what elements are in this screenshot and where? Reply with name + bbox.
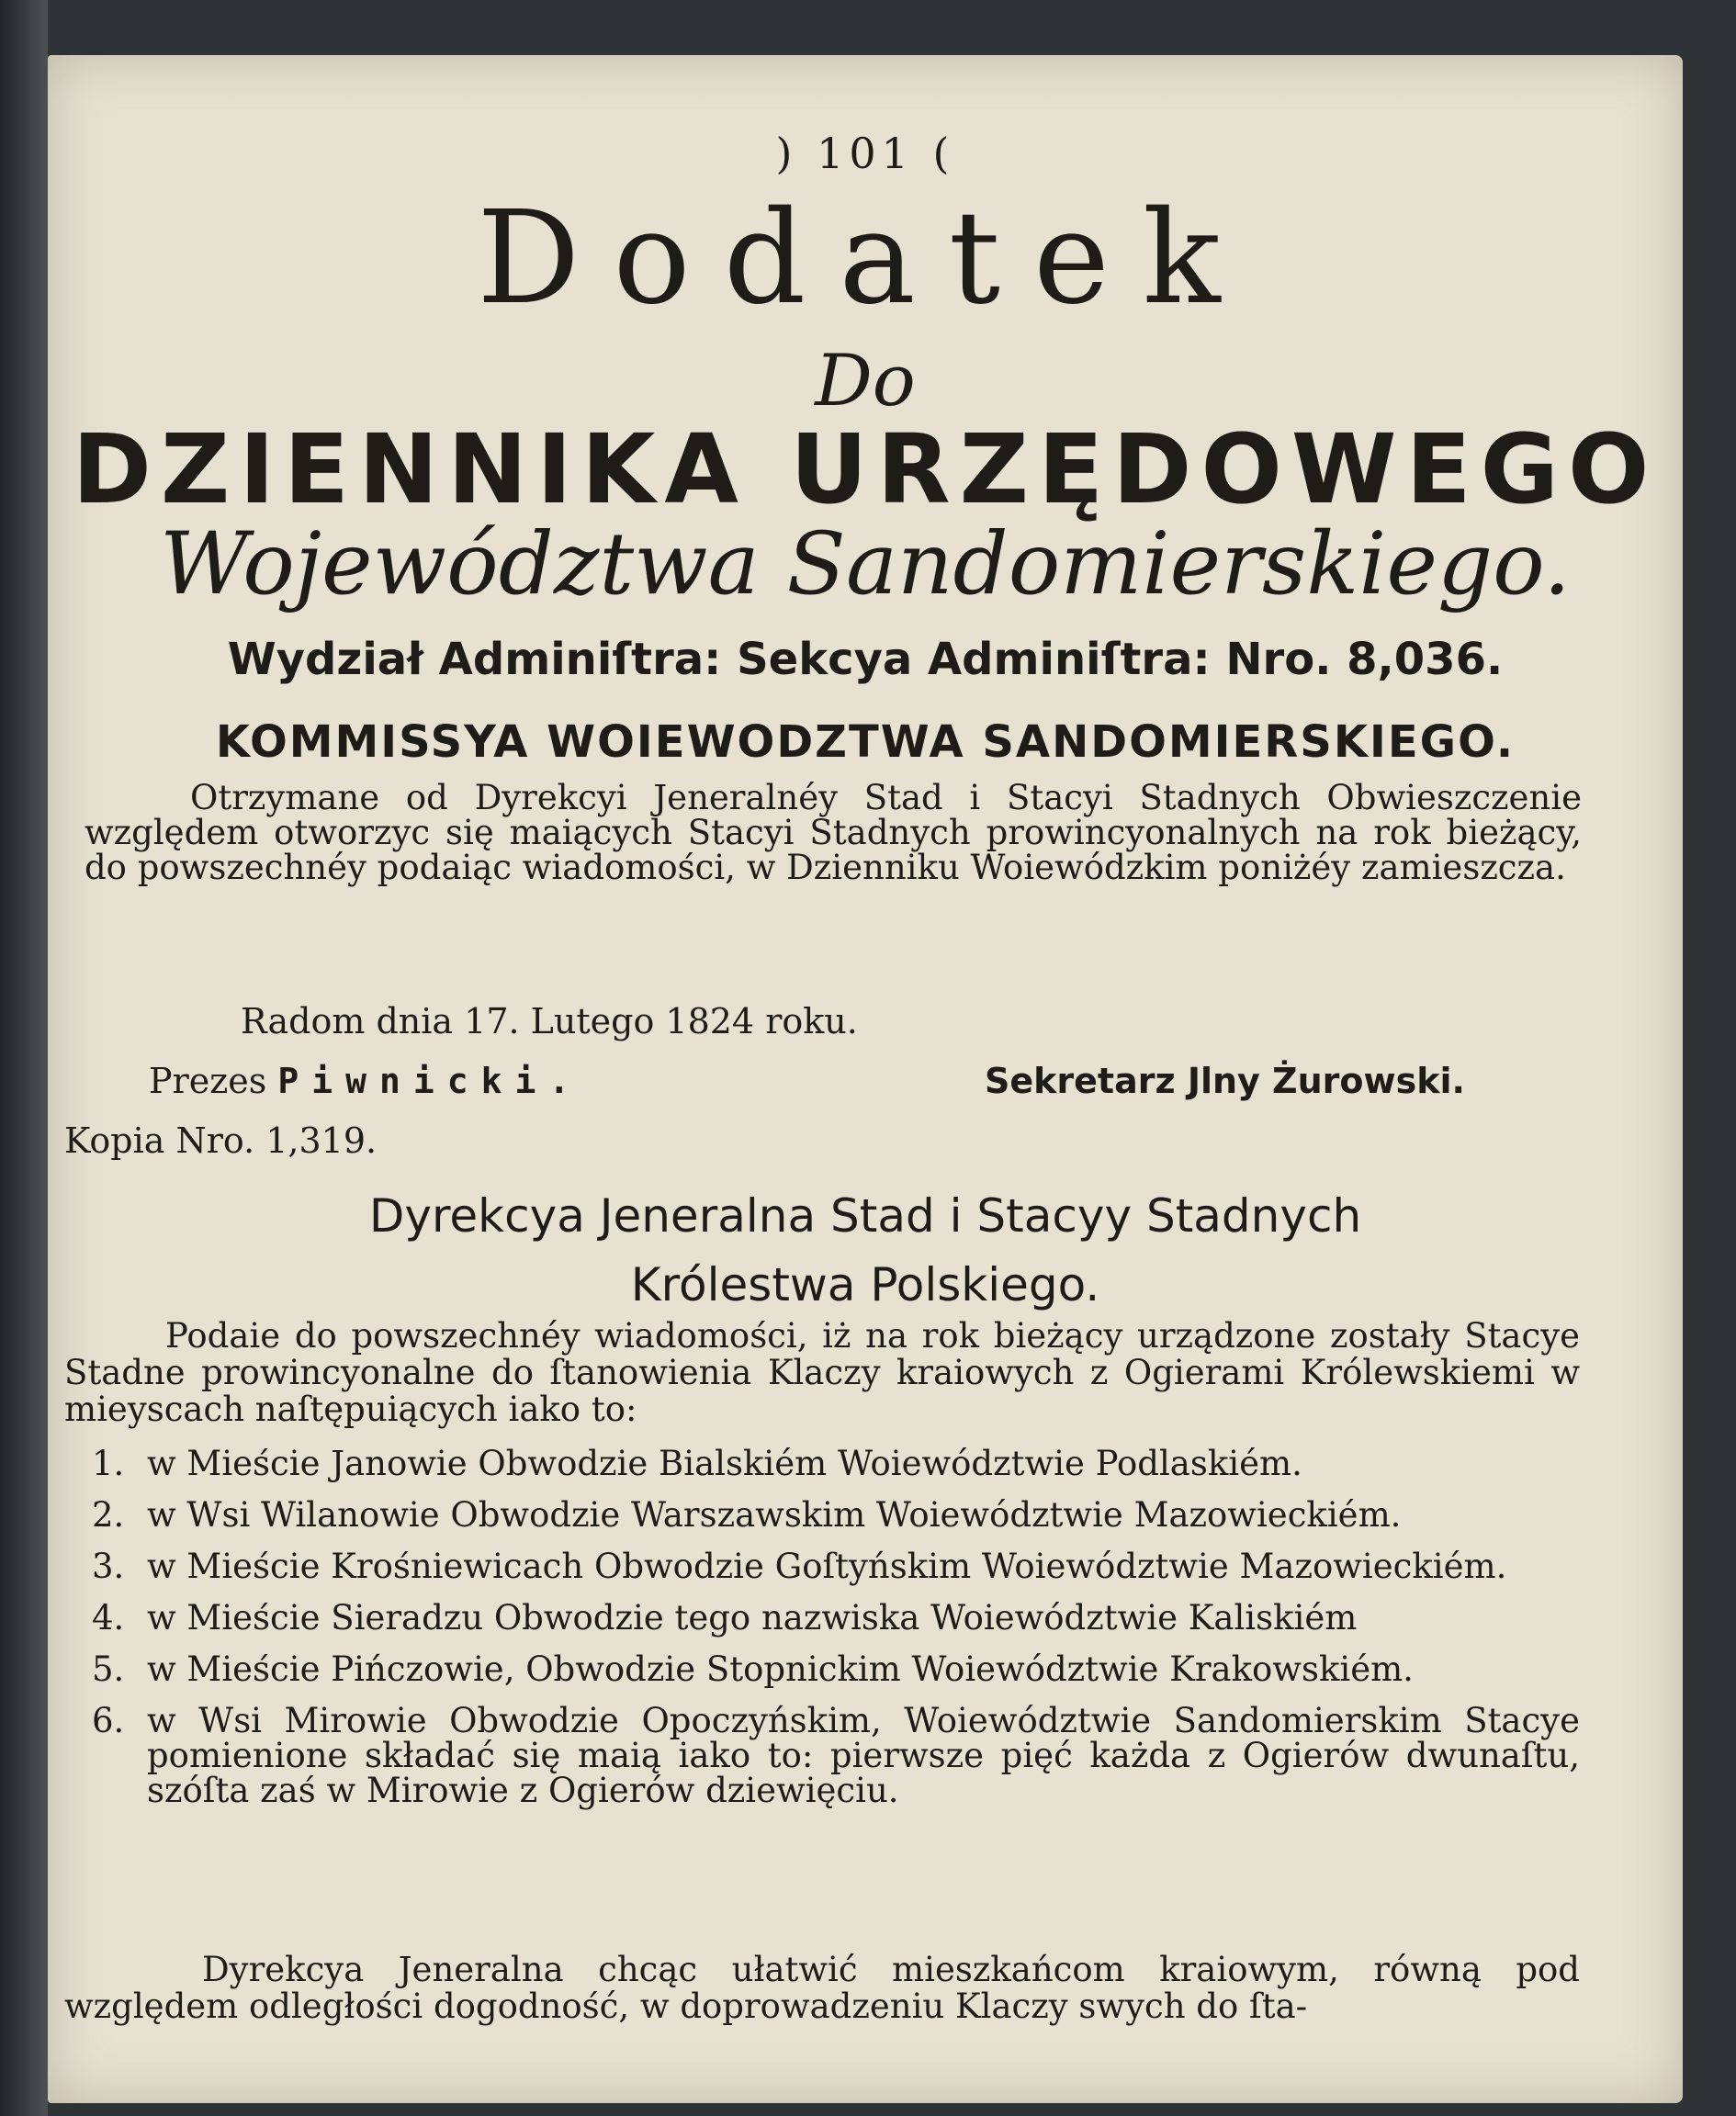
president-line [149,1061,582,1101]
list-item-text: w Mieście Sieradzu Obwodzie tego nazwiska Woiewództwie Kaliskiém [147,1598,1358,1638]
list-item-number: 2. [92,1495,125,1535]
president-name: Piwnicki. [277,1061,583,1101]
list-item [64,1649,1580,1689]
directorate-heading-2: Królestwa Polskiego. [630,1258,1100,1311]
list-item-text: w Mieście Krośniewicach Obwodzie Goſtyńskim Woiewództwie Mazowieckiém. [147,1547,1507,1586]
paragraph-announcement [85,778,1582,887]
list-item-text: w Mieście Janowie Obwodzie Bialskiém Woiewództwie Podlaskiém. [147,1444,1302,1483]
book-spine-edge [0,0,48,2116]
paragraph-1-text: Otrzymane od Dyrekcyi Jeneralnéy Stad i Stacyi Stadnych Obwieszczenie względem otworzyc się maiących Stacyi Stadnych prowincyonalnych na rok bieżący, do powszechnéy podaiąc wiadomości, w Dzienniku Woiewódzkim poniżéy zamieszcza. [85,778,1582,887]
secretary-line: Sekretarz Jlny Żurowski. [985,1061,1465,1101]
region-name: Województwa Sandomierskiego. [160,514,1571,614]
locations-list [64,1446,1580,1825]
list-item-text: w Mieście Pińczowie, Obwodzie Stopnickim Woiewództwie Krakowskiém. [147,1649,1414,1689]
paragraph-directorate [64,1952,1580,2025]
list-item-text: w Wsi Wilanowie Obwodzie Warszawskim Woiewództwie Mazowieckiém. [147,1495,1402,1535]
paragraph-2-text: Podaie do powszechnéy wiadomości, iż na rok bieżący urządzone zostały Stacye Stadne prowincyonalne do ſtanowienia Klaczy kraiowych z Ogierami Królewskiemi w mieyscach naſtępuiących iako to: [64,1316,1580,1429]
copy-number-line: Kopia Nro. 1,319. [64,1120,378,1161]
date-line: Radom dnia 17. Lutego 1824 roku. [241,1001,858,1041]
list-item [64,1701,1580,1810]
paragraph-notice [64,1318,1580,1428]
list-item-number: 3. [92,1547,125,1586]
directorate-heading-1: Dyrekcya Jeneralna Stad i Stacyy Stadnych [368,1189,1362,1243]
list-item-number: 1. [92,1444,125,1483]
list-item [64,1549,1580,1584]
list-item-number: 4. [92,1598,125,1638]
department-line: Wydział Adminiſtra: Sekcya Adminiſtra: Nro. 8,036. [227,634,1504,685]
list-item-text: w Wsi Mirowie Obwodzie Opoczyńskim, Woiewództwie Sandomierskim Stacye pomienione składać się maią iako to: pierwsze pięć każda z Ogierów dwunaſtu, szóſta zaś w Mirowie z Ogierów dziewięciu. [147,1701,1580,1810]
list-item [64,1495,1580,1535]
page-number: ) 101 ( [775,129,955,178]
journal-name: DZIENNIKA URZĘDOWEGO [72,413,1659,525]
page-title: Dodatek [477,184,1254,333]
subtitle-do: Do [815,340,916,422]
document-page [48,55,1683,2103]
president-label: Prezes [149,1061,267,1101]
commission-line: KOMMISSYA WOIEWODZTWA SANDOMIERSKIEGO. [215,716,1516,768]
list-item [64,1598,1580,1638]
paragraph-3-text: Dyrekcya Jeneralna chcąc ułatwić mieszkańcom kraiowym, równą pod względem odległości dogodność, w doprowadzeniu Klaczy swych do ſta- [64,1950,1580,2026]
list-item-number: 6. [92,1701,125,1740]
list-item [64,1446,1580,1481]
list-item-number: 5. [92,1649,125,1689]
